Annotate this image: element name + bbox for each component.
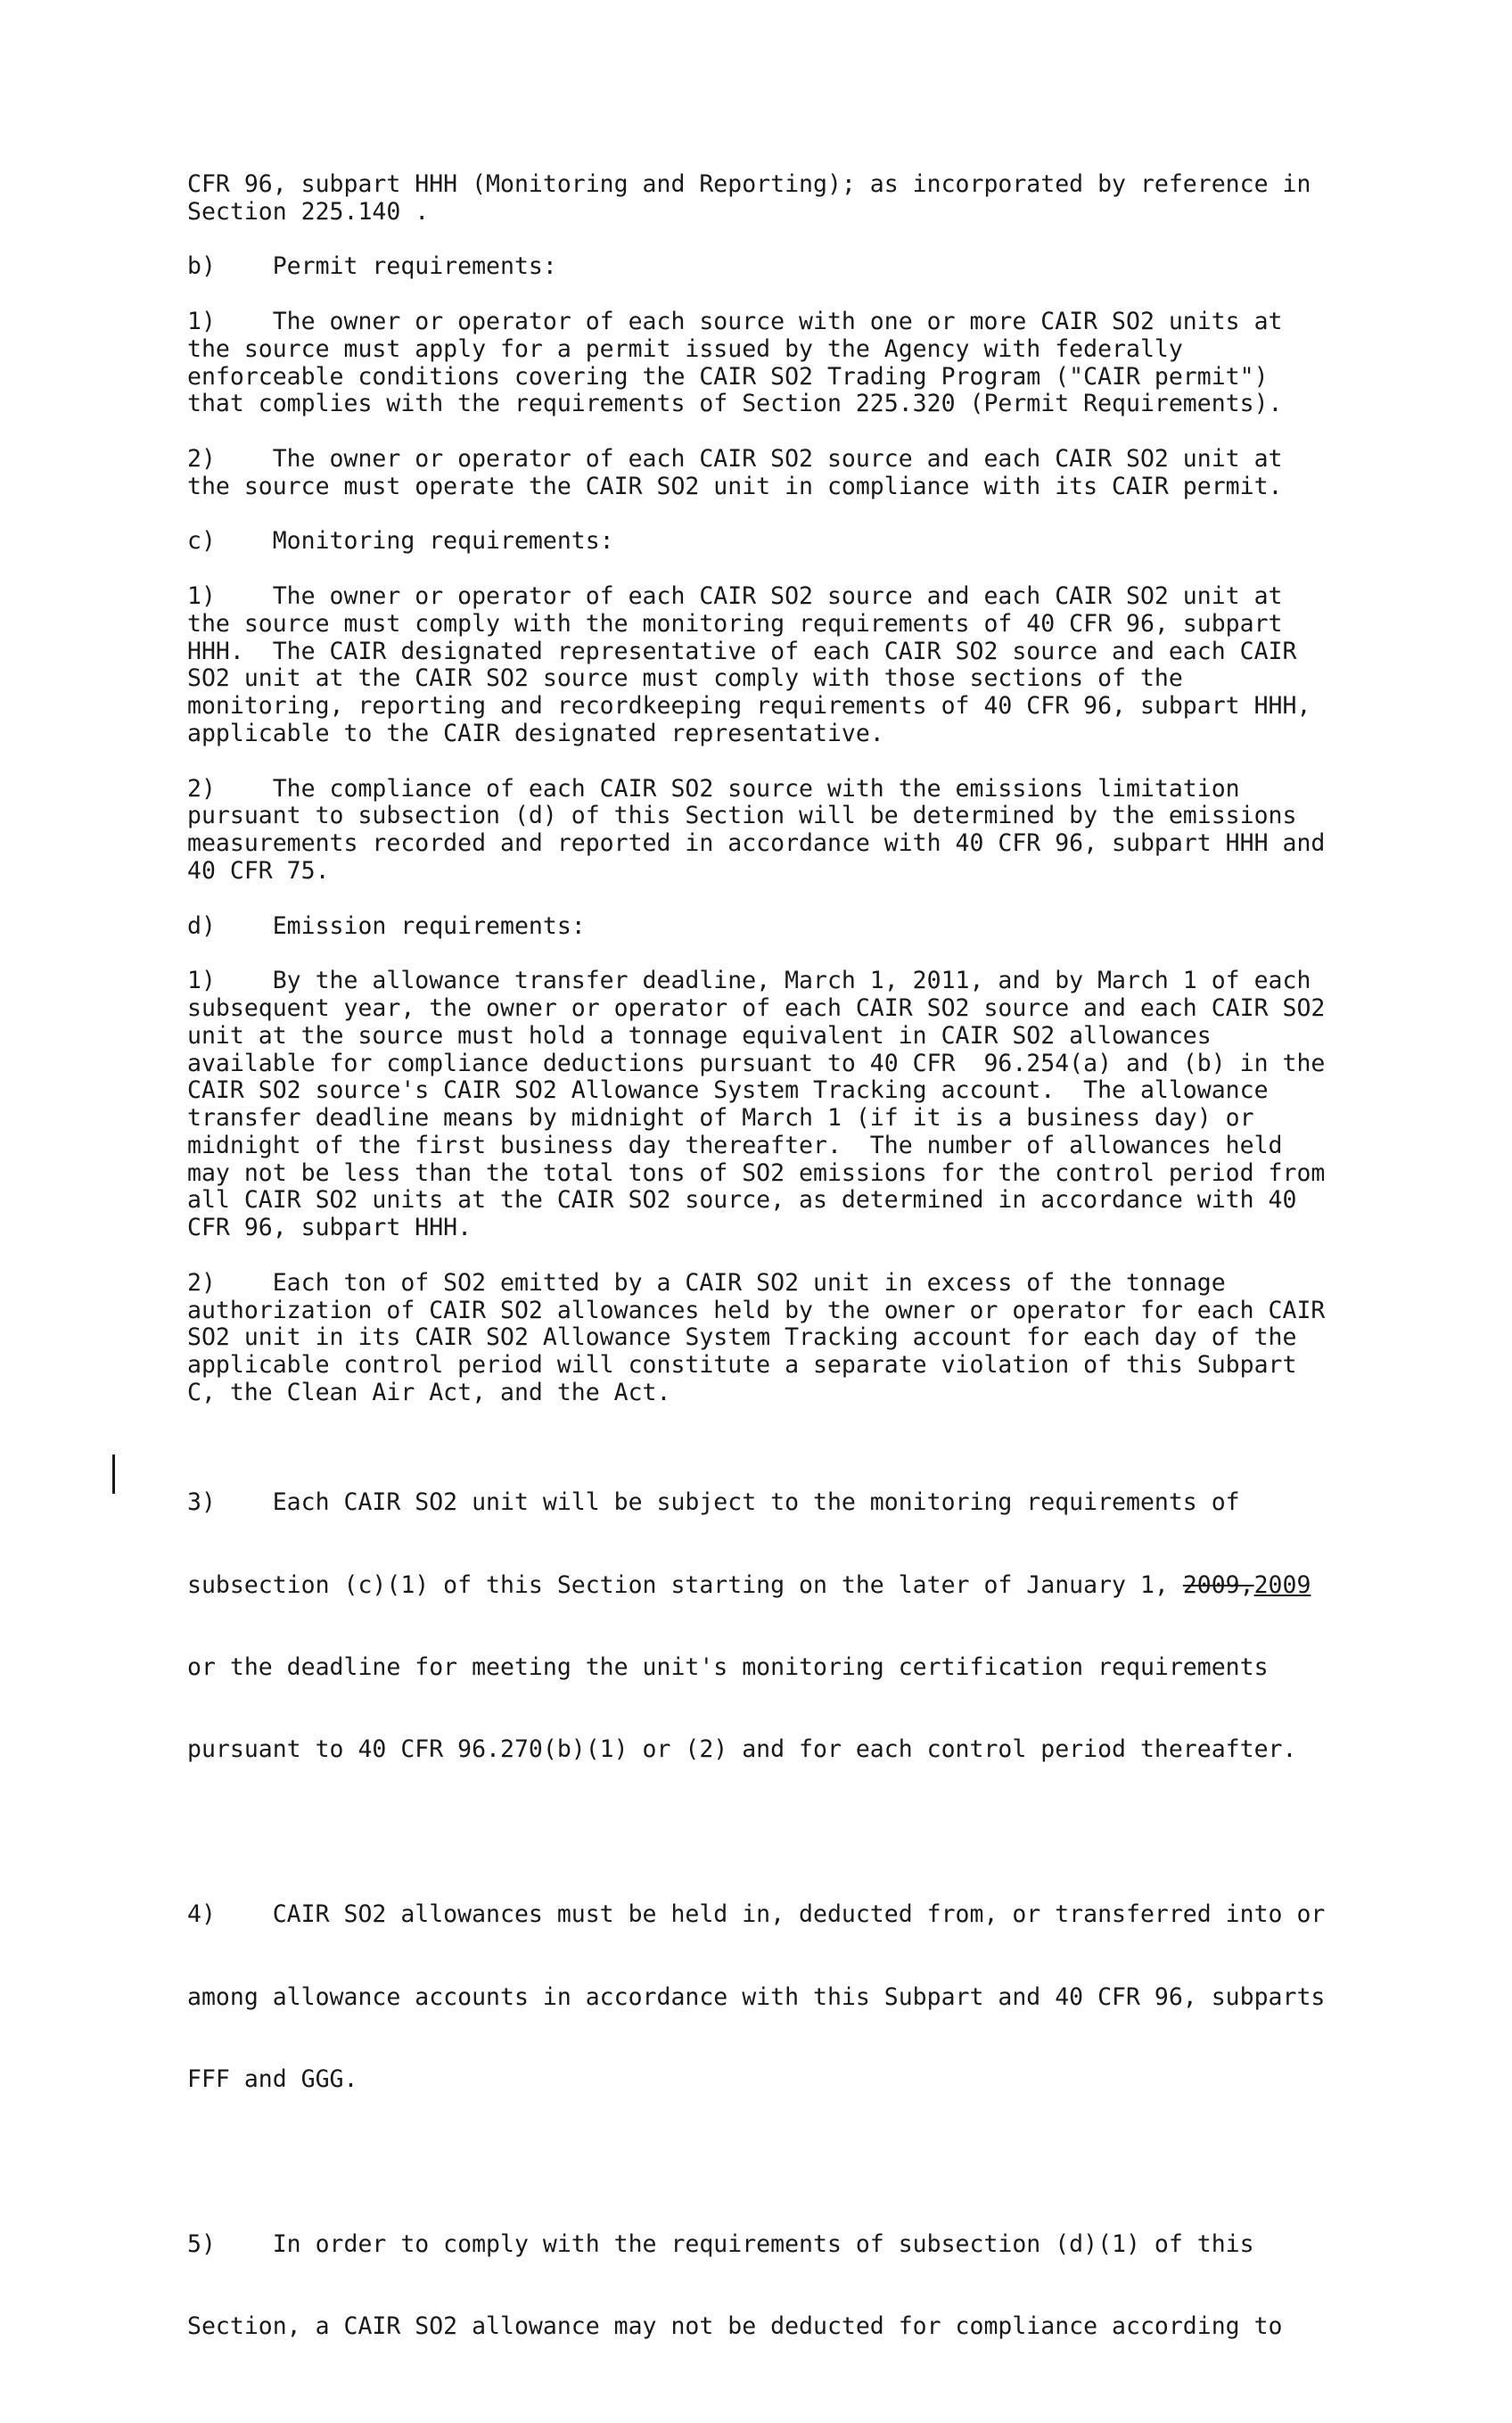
paragraph-line: that complies with the requirements of Section 225.320 (Permit Requirements).: [187, 390, 1283, 418]
paragraph-line: the source must comply with the monitoring requirements of 40 CFR 96, subpart: [187, 609, 1283, 638]
paragraph-line: Section 225.140 .: [187, 197, 430, 226]
paragraph-line: applicable control period will constitute a separate violation of this Subpart: [187, 1351, 1297, 1380]
paragraph-line: pursuant to subsection (d) of this Section will be determined by the emissions: [187, 802, 1297, 830]
paragraph-line: pursuant to 40 CFR 96.270(b)(1) or (2) and for each control period thereafter.: [187, 1735, 1297, 1764]
paragraph-c: [187, 528, 1373, 556]
paragraph-line: d) Emission requirements:: [187, 911, 586, 940]
paragraph-b2: [187, 446, 1373, 501]
paragraph-line: midnight of the first business day thereafter. The number of allowances held: [187, 1131, 1283, 1159]
paragraph-line: FFF and GGG.: [187, 2064, 358, 2093]
paragraph-line: c) Monitoring requirements:: [187, 527, 614, 556]
paragraph-line: all CAIR SO2 units at the CAIR SO2 source, as determined in accordance with 40: [187, 1186, 1297, 1215]
paragraph-intro: [187, 171, 1373, 227]
paragraph-line: may not be less than the total tons of SO2 emissions for the control period from: [187, 1158, 1326, 1187]
paragraph-c2: [187, 776, 1373, 886]
line-text: subsection (c)(1) of this Section starting on the later of January 1,: [187, 1570, 1183, 1599]
paragraph-line: the source must operate the CAIR SO2 unit in compliance with its CAIR permit.: [187, 472, 1283, 500]
paragraph-line: or the deadline for meeting the unit's monitoring certification requirements: [187, 1653, 1269, 1682]
paragraph-line: 5) In order to comply with the requirements of subsection (d)(1) of this: [187, 2229, 1254, 2258]
paragraph-line: the source must apply for a permit issued by the Agency with federally: [187, 334, 1183, 363]
paragraph-line: 1) The owner or operator of each CAIR SO2 source and each CAIR SO2 unit at: [187, 581, 1283, 610]
paragraph-line: C, the Clean Air Act, and the Act.: [187, 1379, 671, 1407]
paragraph-container: [187, 171, 1373, 1407]
document-page: [187, 171, 1373, 2423]
paragraph-line: 3) Each CAIR SO2 unit will be subject to the monitoring requirements of: [187, 1488, 1240, 1517]
paragraph-line: Section, a CAIR SO2 allowance may not be deducted for compliance according to: [187, 2312, 1283, 2341]
paragraph-line: CFR 96, subpart HHH (Monitoring and Reporting); as incorporated by reference in: [187, 170, 1311, 198]
revision-change-bar: [112, 1455, 115, 1494]
inserted-text: 2009: [1253, 1570, 1311, 1599]
paragraph-line: CFR 96, subpart HHH.: [187, 1214, 472, 1242]
paragraph-line: authorization of CAIR SO2 allowances held by the owner or operator for each CAIR: [187, 1296, 1326, 1324]
paragraph-line: subsequent year, the owner or operator of each CAIR SO2 source and each CAIR SO2: [187, 993, 1326, 1022]
paragraph-line: [187, 1572, 1373, 1600]
paragraph-line: enforceable conditions covering the CAIR SO2 Trading Program ("CAIR permit"): [187, 362, 1269, 391]
paragraph-line: 2) The owner or operator of each CAIR SO2 source and each CAIR SO2 unit at: [187, 444, 1283, 473]
paragraph-c1: [187, 583, 1373, 748]
paragraph-d2: [187, 1270, 1373, 1407]
paragraph-line: unit at the source must hold a tonnage equivalent in CAIR SO2 allowances: [187, 1021, 1212, 1050]
paragraph-line: SO2 unit in its CAIR SO2 Allowance System Tracking account for each day of the: [187, 1323, 1297, 1352]
paragraph-line: among allowance accounts in accordance with this Subpart and 40 CFR 96, subparts: [187, 1982, 1326, 2011]
paragraph-line: 1) The owner or operator of each source with one or more CAIR SO2 units at: [187, 307, 1283, 335]
struck-text: 2009,: [1182, 1570, 1254, 1599]
paragraph-line: 2) Each ton of SO2 emitted by a CAIR SO2 unit in excess of the tonnage: [187, 1268, 1226, 1297]
paragraph-d1: [187, 968, 1373, 1242]
paragraph-b: [187, 253, 1373, 281]
paragraph-line: measurements recorded and reported in accordance with 40 CFR 96, subpart HHH and: [187, 829, 1326, 858]
paragraph-line: 1) By the allowance transfer deadline, March 1, 2011, and by March 1 of each: [187, 967, 1311, 995]
paragraph-d4: [187, 1847, 1373, 2149]
paragraph-d3: [187, 1435, 1373, 1819]
paragraph-line: 4) CAIR SO2 allowances must be held in, deducted from, or transferred into or: [187, 1900, 1326, 1929]
paragraph-line: 40 CFR 75.: [187, 856, 330, 885]
paragraph-line: b) Permit requirements:: [187, 252, 557, 281]
paragraph-line: HHH. The CAIR designated representative of each CAIR SO2 source and each CAIR: [187, 637, 1297, 665]
paragraph-line: available for compliance deductions pursuant to 40 CFR 96.254(a) and (b) in the: [187, 1049, 1326, 1077]
paragraph-d5: [187, 2176, 1373, 2395]
paragraph-line: monitoring, reporting and recordkeeping requirements of 40 CFR 96, subpart HHH,: [187, 692, 1311, 721]
paragraph-line: CAIR SO2 source's CAIR SO2 Allowance System Tracking account. The allowance: [187, 1076, 1269, 1105]
paragraph-line: SO2 unit at the CAIR SO2 source must comply with those sections of the: [187, 664, 1183, 693]
paragraph-line: applicable to the CAIR designated representative.: [187, 719, 884, 747]
paragraph-line: 2) The compliance of each CAIR SO2 source with the emissions limitation: [187, 774, 1240, 803]
paragraph-b1: [187, 309, 1373, 418]
paragraph-line: transfer deadline means by midnight of March 1 (if it is a business day) or: [187, 1104, 1254, 1133]
paragraph-d: [187, 913, 1373, 941]
